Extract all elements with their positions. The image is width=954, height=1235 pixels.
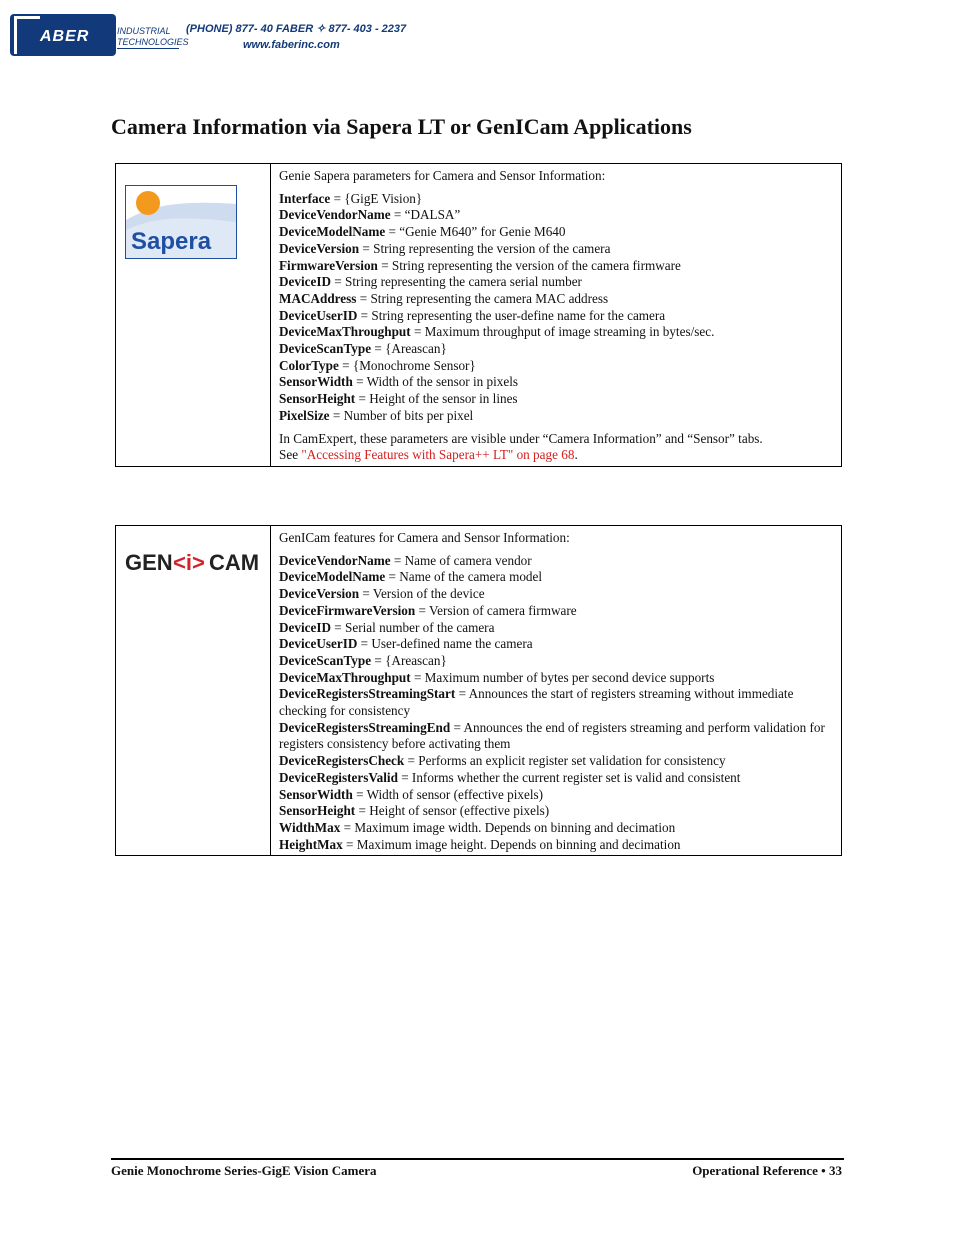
genicam-logo-right: CAM: [209, 550, 260, 575]
param-desc: = String representing the camera serial number: [331, 274, 582, 290]
param-row: [279, 586, 833, 603]
param-name: DeviceModelName: [279, 224, 386, 240]
param-name: DeviceScanType: [279, 341, 372, 357]
page-title: Camera Information via Sapera LT or GenICam Applications: [111, 114, 692, 139]
sapera-note-see: See: [279, 447, 302, 463]
sapera-note-end: .: [574, 447, 578, 463]
footer-right: Operational Reference • 33: [692, 1163, 842, 1178]
param-name: SensorHeight: [279, 391, 356, 407]
param-name: DeviceScanType: [279, 652, 372, 668]
param-name: ColorType: [279, 357, 339, 373]
param-row: [279, 820, 833, 837]
param-name: WidthMax: [279, 819, 341, 835]
genicam-text-cell: [271, 526, 842, 856]
param-name: DeviceMaxThroughput: [279, 669, 411, 685]
param-desc: = String representing the user-define name for the camera: [357, 307, 666, 323]
param-desc: = Number of bits per pixel: [329, 407, 474, 423]
genicam-intro: GenICam features for Camera and Sensor Information:: [279, 530, 570, 545]
param-row: [279, 837, 833, 854]
sapera-note-line1: In CamExpert, these parameters are visible under “Camera Information” and “Sensor” tabs.: [279, 430, 763, 446]
param-desc: = String representing the camera MAC address: [356, 290, 609, 306]
param-name: SensorWidth: [279, 374, 353, 390]
param-desc: = Name of the camera model: [385, 569, 543, 585]
param-name: DeviceMaxThroughput: [279, 324, 411, 340]
footer-left: Genie Monochrome Series-GigE Vision Camera: [111, 1163, 377, 1178]
param-name: MACAddress: [279, 290, 357, 306]
param-name: DeviceID: [279, 619, 331, 635]
param-row: [279, 720, 833, 753]
param-row: [279, 686, 833, 719]
param-name: DeviceVersion: [279, 240, 360, 256]
param-desc: = String representing the version of the camera firmware: [377, 257, 681, 273]
param-row: [279, 803, 833, 820]
param-row: [279, 341, 833, 358]
param-name: DeviceRegistersCheck: [279, 753, 405, 769]
sapera-text-cell: [271, 164, 842, 467]
genicam-logo-cell: [116, 526, 271, 856]
genicam-logo: [125, 548, 265, 576]
sapera-param-list: [279, 191, 833, 425]
param-name: SensorWidth: [279, 786, 353, 802]
param-row: [279, 408, 833, 425]
param-name: DeviceModelName: [279, 569, 386, 585]
param-row: [279, 770, 833, 787]
param-desc: = {GigE Vision}: [330, 190, 423, 206]
logo-text: ABER: [40, 28, 90, 45]
sapera-logo-cell: [116, 164, 271, 467]
faber-logo: [10, 14, 116, 56]
param-desc: = Maximum image height. Depends on binning and decimation: [342, 836, 681, 852]
param-row: [279, 391, 833, 408]
logo-subtitle: [117, 26, 189, 48]
param-row: [279, 636, 833, 653]
genicam-table: [115, 525, 842, 856]
param-name: DeviceFirmwareVersion: [279, 602, 416, 618]
param-row: [279, 787, 833, 804]
param-desc: = Maximum throughput of image streaming in bytes/sec.: [410, 324, 715, 340]
param-desc: = Width of sensor (effective pixels): [352, 786, 544, 802]
param-row: [279, 274, 833, 291]
param-name: DeviceRegistersStreamingStart: [279, 686, 456, 702]
param-row: [279, 670, 833, 687]
param-desc: = User-defined name the camera: [357, 636, 533, 652]
genicam-param-list: [279, 553, 833, 854]
param-desc: = Announces the start of registers streaming without immediate checking for consistency: [279, 686, 794, 719]
param-desc: = Maximum image width. Depends on binning and decimation: [340, 819, 676, 835]
param-name: DeviceVendorName: [279, 207, 391, 223]
param-desc: = Serial number of the camera: [331, 619, 495, 635]
sapera-table: [115, 163, 842, 467]
param-row: [279, 603, 833, 620]
param-name: DeviceVersion: [279, 586, 360, 602]
param-name: DeviceRegistersValid: [279, 769, 398, 785]
logo-divider: [117, 48, 179, 49]
sapera-logo: [125, 185, 237, 259]
genicam-logo-left: GEN: [125, 550, 173, 575]
param-desc: = Height of the sensor in lines: [355, 391, 518, 407]
param-desc: = Maximum number of bytes per second device supports: [410, 669, 715, 685]
footer-rule: [111, 1158, 844, 1160]
param-desc: = Width of the sensor in pixels: [352, 374, 519, 390]
param-row: [279, 358, 833, 375]
sapera-logo-text: Sapera: [131, 228, 212, 255]
param-desc: = Height of sensor (effective pixels): [355, 803, 550, 819]
param-row: [279, 207, 833, 224]
param-name: SensorHeight: [279, 803, 356, 819]
param-desc: = Version of camera firmware: [415, 602, 577, 618]
sapera-note-link[interactable]: "Accessing Features with Sapera++ LT" on page 68: [301, 447, 575, 463]
logo-sub-line2: TECHNOLOGIES: [117, 37, 189, 47]
param-row: [279, 553, 833, 570]
param-desc: = Version of the device: [359, 586, 485, 602]
param-name: DeviceVendorName: [279, 552, 391, 568]
param-row: [279, 258, 833, 275]
param-row: [279, 241, 833, 258]
param-name: FirmwareVersion: [279, 257, 378, 273]
param-row: [279, 224, 833, 241]
logo-sub-line1: INDUSTRIAL: [117, 26, 171, 36]
sapera-note: [279, 431, 833, 464]
header-phone: (PHONE) 877- 40 FABER ✧ 877- 403 - 2237: [186, 23, 407, 35]
param-desc: = Performs an explicit register set validation for consistency: [404, 753, 726, 769]
param-desc: = Informs whether the current register set is valid and consistent: [397, 769, 741, 785]
param-desc: = “Genie M640” for Genie M640: [385, 224, 566, 240]
param-row: [279, 653, 833, 670]
param-row: [279, 291, 833, 308]
param-row: [279, 191, 833, 208]
param-name: DeviceUserID: [279, 636, 358, 652]
param-row: [279, 308, 833, 325]
param-name: HeightMax: [279, 836, 343, 852]
param-desc: = Announces the end of registers streaming and perform validation for registers consistency before activating them: [279, 719, 825, 752]
param-desc: = String representing the version of the camera: [359, 240, 611, 256]
param-desc: = {Areascan}: [371, 652, 447, 668]
param-row: [279, 753, 833, 770]
param-row: [279, 324, 833, 341]
param-row: [279, 620, 833, 637]
genicam-logo-mid: <i>: [173, 550, 205, 575]
param-desc: = {Monochrome Sensor}: [338, 357, 476, 373]
param-name: DeviceUserID: [279, 307, 358, 323]
param-name: PixelSize: [279, 407, 330, 423]
sapera-logo-graphic: [126, 186, 236, 258]
header-website[interactable]: www.faberinc.com: [243, 39, 340, 51]
param-name: Interface: [279, 190, 331, 206]
param-desc: = Name of camera vendor: [390, 552, 532, 568]
sapera-intro: Genie Sapera parameters for Camera and Sensor Information:: [279, 168, 606, 183]
sun-icon: [136, 191, 160, 215]
param-desc: = {Areascan}: [371, 341, 447, 357]
param-desc: = “DALSA”: [390, 207, 461, 223]
param-row: [279, 374, 833, 391]
param-name: DeviceID: [279, 274, 331, 290]
param-name: DeviceRegistersStreamingEnd: [279, 719, 451, 735]
param-row: [279, 569, 833, 586]
logo-f-mark: [14, 16, 40, 54]
